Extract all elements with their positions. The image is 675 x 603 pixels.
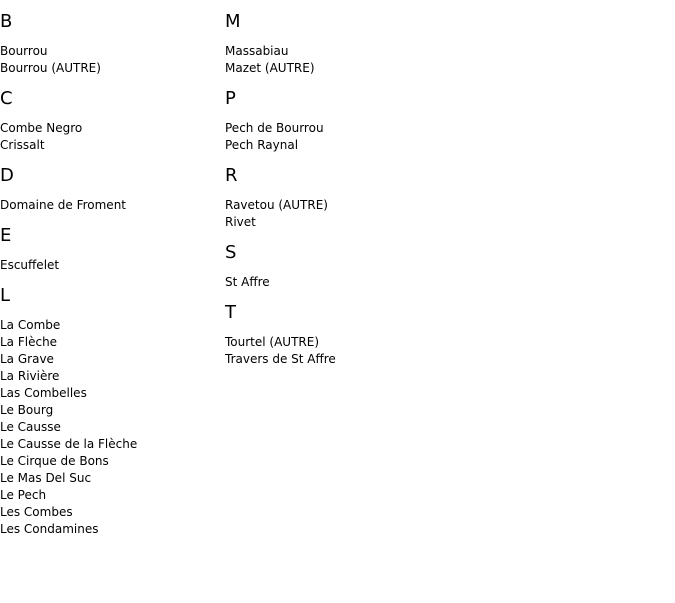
place-link[interactable]: Las Combelles bbox=[0, 386, 87, 400]
section-entry-list bbox=[225, 334, 445, 368]
section-letter-heading: C bbox=[0, 88, 13, 109]
section-letter-heading: T bbox=[225, 302, 236, 323]
place-link[interactable]: Crissalt bbox=[0, 138, 45, 152]
section-entry-list bbox=[0, 120, 220, 154]
place-link[interactable]: Pech Raynal bbox=[225, 138, 299, 152]
section-letter-heading: D bbox=[0, 165, 14, 186]
place-link[interactable]: Ravetou (AUTRE) bbox=[225, 198, 328, 212]
index-section bbox=[0, 224, 220, 274]
place-link[interactable]: Escuffelet bbox=[0, 258, 60, 272]
section-letter-heading: M bbox=[225, 11, 241, 32]
index-section bbox=[225, 241, 445, 291]
index-section bbox=[0, 284, 220, 538]
section-letter-heading: P bbox=[225, 88, 236, 109]
section-entry-list bbox=[225, 197, 445, 231]
place-link[interactable]: Pech de Bourrou bbox=[225, 121, 324, 135]
index-section bbox=[225, 10, 445, 77]
section-letter-heading: R bbox=[225, 165, 238, 186]
index-section bbox=[0, 164, 220, 214]
place-link[interactable]: La Flèche bbox=[0, 335, 58, 349]
place-link[interactable]: La Rivière bbox=[0, 369, 60, 383]
place-link[interactable]: Massabiau bbox=[225, 44, 289, 58]
section-letter-heading: L bbox=[0, 285, 11, 306]
place-link[interactable]: Les Combes bbox=[0, 505, 73, 519]
place-link[interactable]: Bourrou bbox=[0, 44, 48, 58]
index-column-left bbox=[0, 10, 220, 548]
index-section bbox=[225, 164, 445, 231]
index-section bbox=[0, 10, 220, 77]
place-link[interactable]: Les Condamines bbox=[0, 522, 99, 536]
section-letter-heading: E bbox=[0, 225, 12, 246]
place-link[interactable]: La Combe bbox=[0, 318, 61, 332]
place-link[interactable]: Le Cirque de Bons bbox=[0, 454, 109, 468]
place-link[interactable]: Combe Negro bbox=[0, 121, 83, 135]
place-link[interactable]: La Grave bbox=[0, 352, 54, 366]
place-link[interactable]: Le Mas Del Suc bbox=[0, 471, 92, 485]
index-column-right bbox=[225, 10, 445, 378]
place-link[interactable]: Le Pech bbox=[0, 488, 47, 502]
section-entry-list bbox=[0, 197, 220, 214]
section-entry-list bbox=[0, 43, 220, 77]
index-section bbox=[225, 87, 445, 154]
place-link[interactable]: Bourrou (AUTRE) bbox=[0, 61, 101, 75]
section-entry-list bbox=[225, 274, 445, 291]
place-link[interactable]: Le Causse de la Flèche bbox=[0, 437, 138, 451]
place-link[interactable]: Mazet (AUTRE) bbox=[225, 61, 315, 75]
index-section bbox=[0, 87, 220, 154]
place-link[interactable]: Travers de St Affre bbox=[225, 352, 336, 366]
section-letter-heading: B bbox=[0, 11, 13, 32]
place-link[interactable]: Tourtel (AUTRE) bbox=[225, 335, 320, 349]
section-letter-heading: S bbox=[225, 242, 237, 263]
section-entry-list bbox=[225, 120, 445, 154]
section-entry-list bbox=[0, 317, 220, 538]
place-link[interactable]: Le Causse bbox=[0, 420, 61, 434]
section-entry-list bbox=[0, 257, 220, 274]
place-link[interactable]: Le Bourg bbox=[0, 403, 54, 417]
place-link[interactable]: St Affre bbox=[225, 275, 270, 289]
place-link[interactable]: Rivet bbox=[225, 215, 256, 229]
place-link[interactable]: Domaine de Froment bbox=[0, 198, 126, 212]
section-entry-list bbox=[225, 43, 445, 77]
index-section bbox=[225, 301, 445, 368]
